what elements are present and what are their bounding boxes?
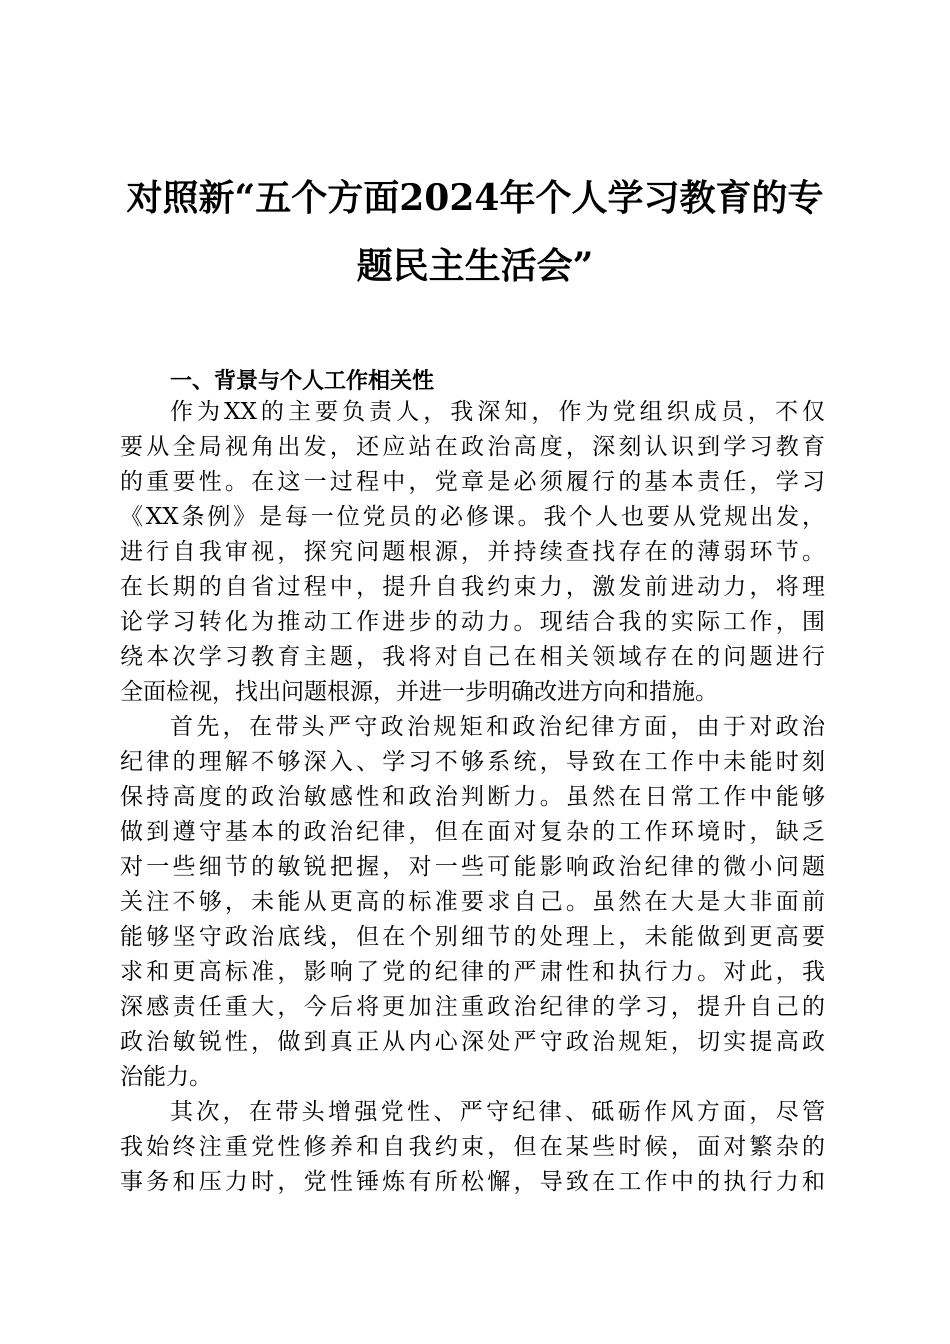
body-line: 的重要性。在这一过程中，党章是必须履行的基本责任，学习: [120, 469, 825, 495]
body-line: 首先，在带头严守政治规矩和政治纪律方面，由于对政治: [170, 714, 825, 740]
document-title-line-2: 题民主生活会”: [356, 245, 594, 287]
body-line: 纪律的理解不够深入、学习不够系统，导致在工作中未能时刻: [120, 749, 825, 775]
body-line: 论学习转化为推动工作进步的动力。现结合我的实际工作，围: [120, 609, 825, 635]
body-line: 对一些细节的敏锐把握，对一些可能影响政治纪律的微小问题: [120, 854, 825, 880]
body-line: 绕本次学习教育主题，我将对自己在相关领域存在的问题进行: [120, 644, 825, 670]
body-line: 能够坚守政治底线，但在个别细节的处理上，未能做到更高要: [120, 924, 825, 950]
body-line: 在长期的自省过程中，提升自我约束力，激发前进动力，将理: [120, 574, 825, 600]
body-line: 求和更高标准，影响了党的纪律的严肃性和执行力。对此，我: [120, 959, 825, 985]
body-line: 全面检视，找出问题根源，并进一步明确改进方向和措施。: [120, 679, 718, 705]
body-line: 关注不够，未能从更高的标准要求自己。虽然在大是大非面前: [120, 889, 825, 915]
section-heading: 一、背景与个人工作相关性: [170, 369, 435, 394]
body-line: 治能力。: [120, 1064, 212, 1090]
body-line: 进行自我审视，探究问题根源，并持续查找存在的薄弱环节。: [120, 539, 825, 565]
body-line: 政治敏锐性，做到真正从内心深处严守政治规矩，切实提高政: [120, 1029, 825, 1055]
body-line: 事务和压力时，党性锤炼有所松懈，导致在工作中的执行力和: [120, 1169, 825, 1195]
body-line: 保持高度的政治敏感性和政治判断力。虽然在日常工作中能够: [120, 784, 825, 810]
document-title-line-1: 对照新“五个方面2024年个人学习教育的专: [126, 177, 824, 219]
body-line: 做到遵守基本的政治纪律，但在面对复杂的工作环境时，缺乏: [120, 819, 825, 845]
body-line: 我始终注重党性修养和自我约束，但在某些时候，面对繁杂的: [120, 1134, 825, 1160]
body-line: 深感责任重大，今后将更加注重政治纪律的学习，提升自己的: [120, 994, 825, 1020]
body-line: 作为XX的主要负责人，我深知，作为党组织成员，不仅: [170, 399, 825, 425]
body-line: 要从全局视角出发，还应站在政治高度，深刻认识到学习教育: [120, 434, 825, 460]
body-line: 《XX条例》是每一位党员的必修课。我个人也要从党规出发，: [120, 504, 825, 530]
body-line: 其次，在带头增强党性、严守纪律、砥砺作风方面，尽管: [170, 1099, 825, 1125]
